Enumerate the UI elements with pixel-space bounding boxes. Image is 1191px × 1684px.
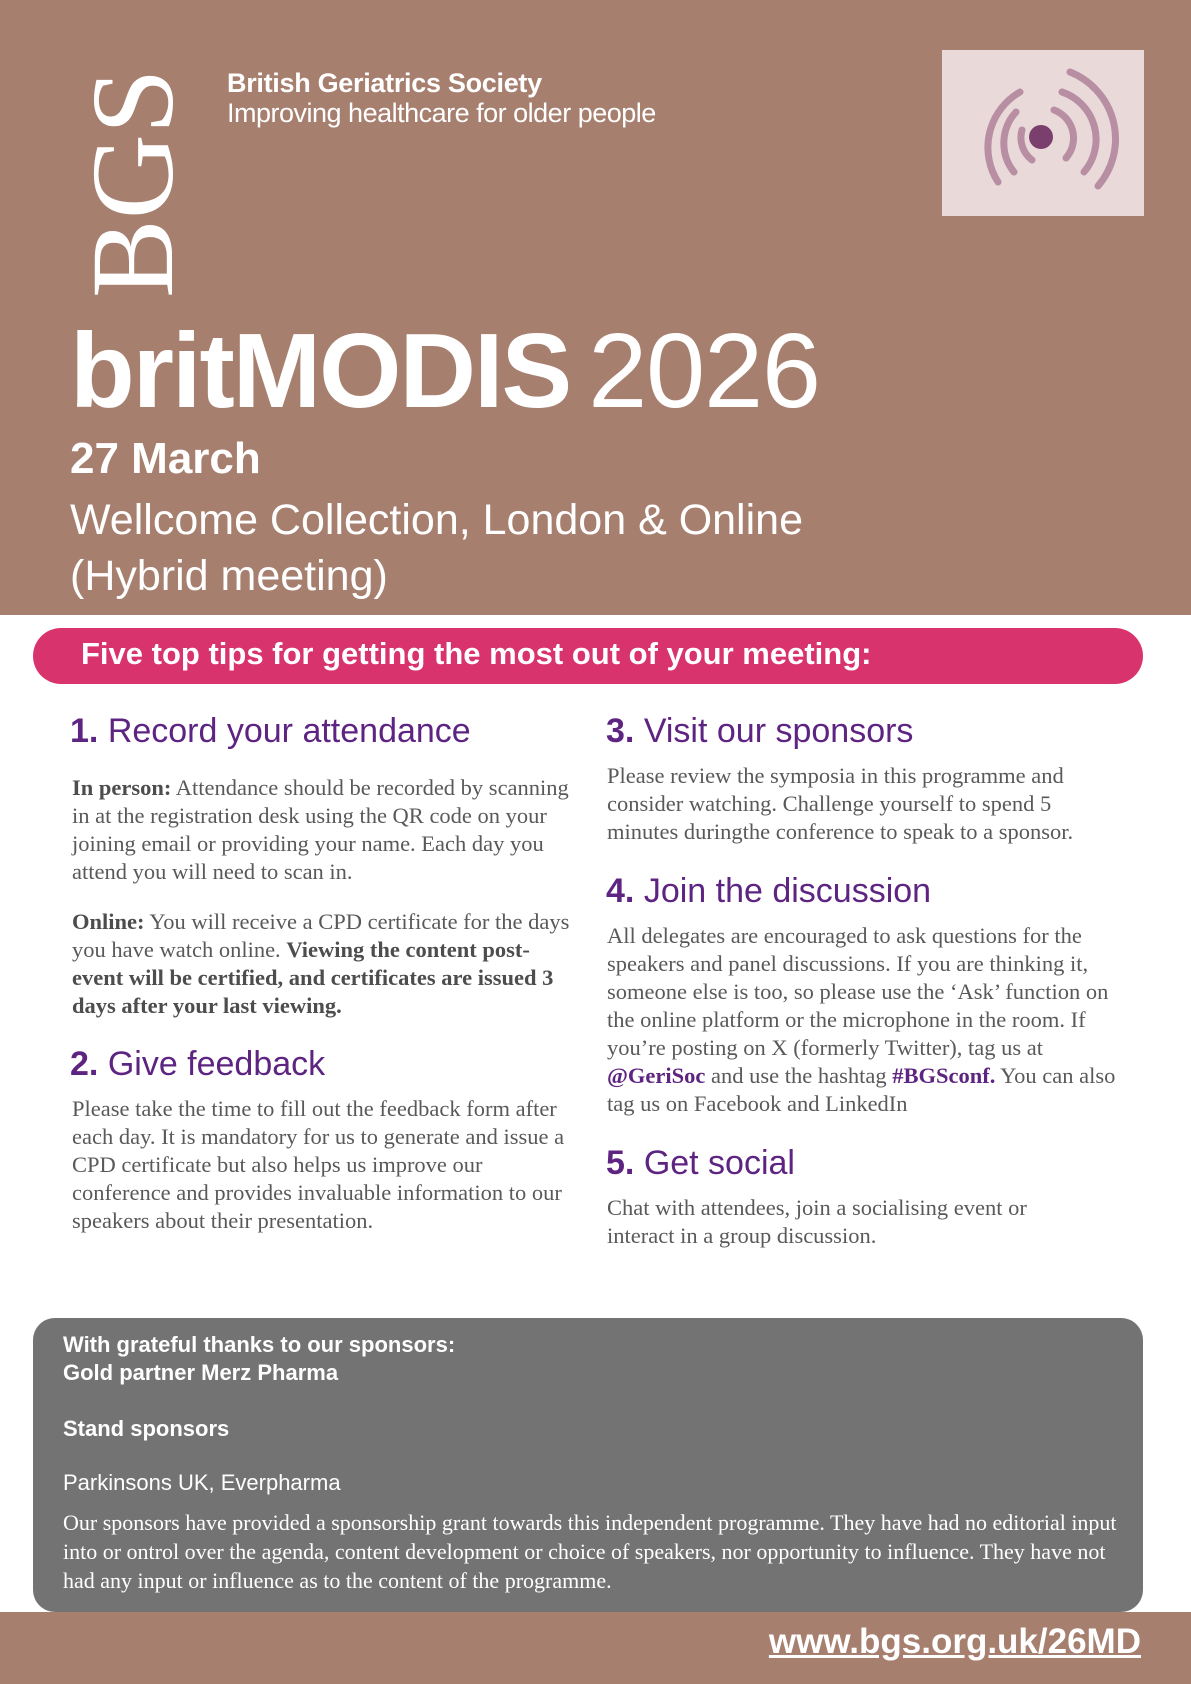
tip-4-text-a: All delegates are encouraged to ask questions for the speakers and panel discussions. If you are thinking it, someone else is too, so please use the ‘Ask’ function on the online platform or the microphone in the room. If you’re posting on X (formerly Twitter), tag us at — [607, 923, 1109, 1060]
tip-4-text-c: You can also tag us on Facebook and LinkedIn — [607, 1063, 1116, 1116]
tip-1-heading — [70, 712, 471, 751]
tip-4-number: 4. — [606, 872, 635, 910]
tip-3-heading — [606, 712, 913, 751]
event-year: 2026 — [588, 312, 821, 430]
event-date: 27 March — [70, 434, 261, 483]
tip-3-number: 3. — [606, 712, 635, 750]
online-label: Online: — [72, 909, 145, 934]
tip-2-title: Give feedback — [107, 1045, 326, 1083]
tip-2-number: 2. — [70, 1045, 99, 1083]
tip-1-inperson — [72, 774, 572, 886]
gold-partner: Gold partner Merz Pharma — [63, 1360, 339, 1385]
tip-5-text: Chat with attendees, join a socialising event or interact in a group discussion. — [607, 1195, 1027, 1248]
tip-1-title: Record your attendance — [107, 712, 471, 750]
tip-4-text — [607, 922, 1127, 1118]
venue-note: (Hybrid meeting) — [70, 552, 388, 600]
twitter-handle: @GeriSoc — [607, 1063, 706, 1088]
tip-5-title: Get social — [643, 1144, 795, 1182]
tip-1-online — [72, 908, 572, 1020]
sponsor-thanks: With grateful thanks to our sponsors: — [63, 1332, 456, 1357]
tip-4-text-b: and use the hashtag — [711, 1063, 887, 1088]
stand-sponsors-names: Parkinsons UK, Everpharma — [63, 1470, 341, 1495]
tips-banner — [33, 628, 1143, 684]
hashtag: #BGSconf. — [892, 1063, 996, 1088]
bgs-logo — [67, 68, 198, 300]
online-text: You will receive a CPD certificate for the days you have watch online. — [72, 909, 570, 962]
footer-band — [0, 1612, 1191, 1684]
online-bold-text: Viewing the content post-event will be certified, and certificates are issued 3 days after your last viewing. — [72, 937, 554, 1018]
society-tagline: Improving healthcare for older people — [227, 98, 656, 128]
tips-banner-title: Five top tips for getting the most out of your meeting: — [81, 636, 872, 671]
event-name: britMODIS — [70, 312, 571, 430]
inperson-text: Attendance should be recorded by scanning in at the registration desk using the QR code on your joining email or providing your name. Each day you attend you will need to scan in. — [72, 775, 569, 884]
sponsor-disclaimer: Our sponsors have provided a sponsorship grant towards this independent programme. They have had no editorial input into or ontrol over the agenda, content development or choice of speakers, nor opportunity to influence. They have not had any input or influence as to the content of the programme. — [63, 1510, 1117, 1593]
inperson-label: In person: — [72, 775, 172, 800]
event-title — [70, 312, 821, 430]
tip-5-heading — [606, 1144, 795, 1183]
sponsor-box — [33, 1318, 1143, 1612]
header-band — [0, 0, 1191, 615]
tip-2-text: Please take the time to fill out the feedback form after each day. It is mandatory for us to generate and issue a CPD certificate but also helps us improve our conference and provides invaluable information to our speakers about their presentation. — [72, 1096, 565, 1233]
venue-line: Wellcome Collection, London & Online — [70, 496, 803, 544]
event-venue — [70, 492, 1130, 604]
tip-5-number: 5. — [606, 1144, 635, 1182]
stand-sponsors-label: Stand sponsors — [63, 1416, 230, 1441]
tip-3-title: Visit our sponsors — [643, 712, 914, 750]
tip-4-title: Join the discussion — [643, 872, 932, 910]
tip-1-number: 1. — [70, 712, 99, 750]
tip-4-heading — [606, 872, 931, 911]
bgs-logo-text: BGS — [67, 68, 198, 298]
tip-3-text: Please review the symposia in this programme and consider watching. Challenge yourself to spend 5 minutes duringthe conference to speak to a sponsor. — [607, 763, 1074, 844]
website-link[interactable]: www.bgs.org.uk/26MD — [768, 1622, 1141, 1661]
society-name: British Geriatrics Society — [227, 68, 542, 98]
tip-2-heading — [70, 1045, 325, 1084]
signal-waves-icon — [942, 50, 1144, 216]
